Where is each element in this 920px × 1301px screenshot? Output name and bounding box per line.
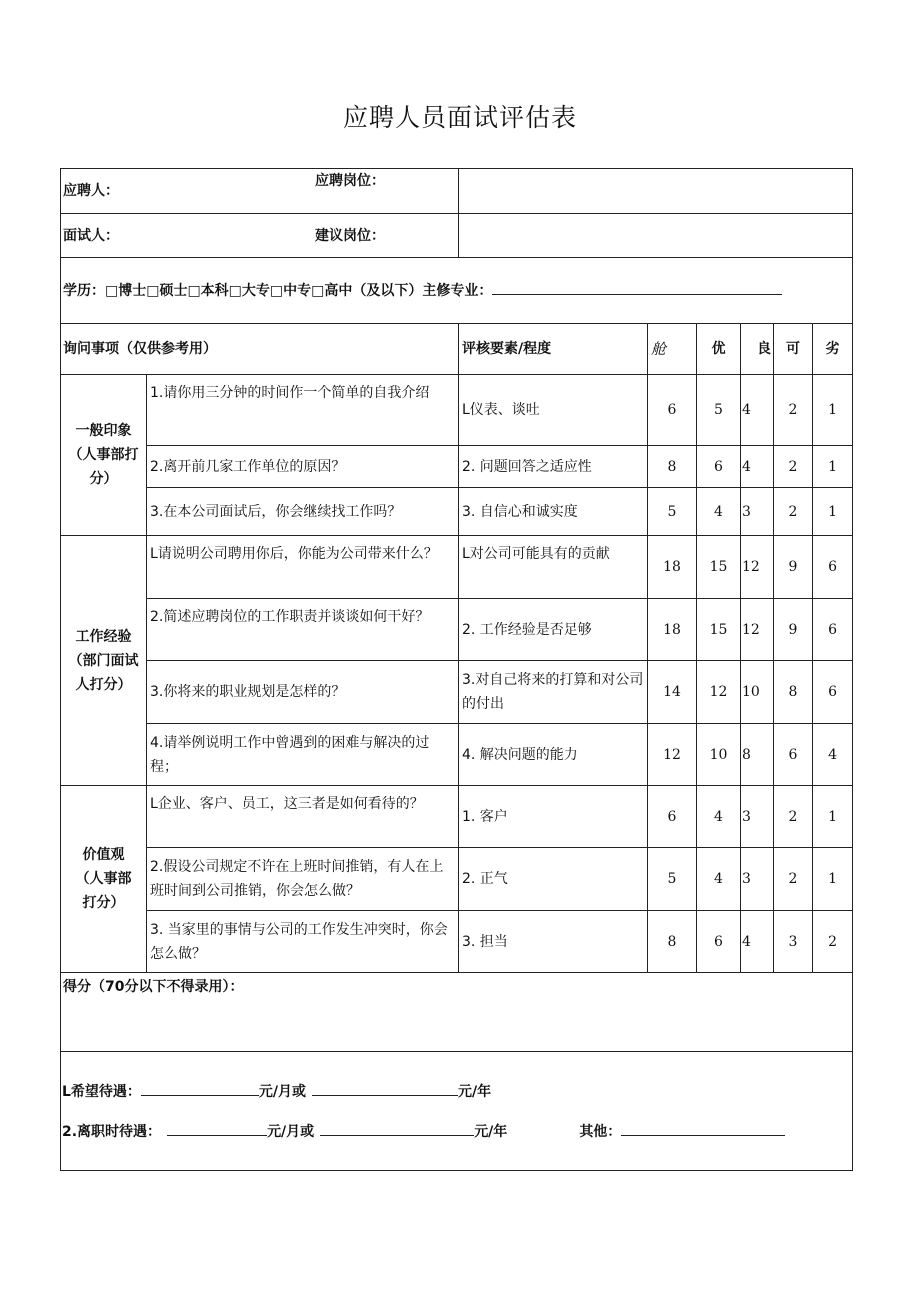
salary-section <box>61 1052 853 1171</box>
expected-monthly-blank[interactable] <box>141 1080 259 1096</box>
question-cell: 2.离开前几家工作单位的原因？ <box>147 446 459 488</box>
contact-field[interactable] <box>459 169 853 214</box>
score-good[interactable]: 3 <box>741 488 774 536</box>
score-excellent[interactable]: 6 <box>697 446 741 488</box>
score-good[interactable]: 12 <box>741 599 774 661</box>
question-cell: 3.你将来的职业规划是怎样的？ <box>147 661 459 724</box>
fair-header: 可 <box>774 324 813 375</box>
score-excellent-plus[interactable]: 18 <box>648 536 697 599</box>
question-cell: 3. 当家里的事情与公司的工作发生冲突时，你会怎么做？ <box>147 911 459 973</box>
score-good[interactable]: 4 <box>741 446 774 488</box>
score-poor[interactable]: 1 <box>813 488 853 536</box>
score-excellent[interactable]: 4 <box>697 786 741 848</box>
criterion-cell: 1. 客户 <box>459 786 648 848</box>
question-cell: 1.请你用三分钟的时间作一个简单的自我介绍 <box>147 375 459 446</box>
score-excellent-plus[interactable]: 14 <box>648 661 697 724</box>
interviewer-label: 面试人： <box>63 227 119 244</box>
education-row <box>61 258 853 324</box>
per-year-label-2: 元/年 <box>474 1124 508 1140</box>
score-fair[interactable]: 2 <box>774 375 813 446</box>
criterion-cell: L对公司可能具有的贡献 <box>459 536 648 599</box>
position-label: 应聘岗位： <box>315 173 385 189</box>
score-excellent-plus[interactable]: 12 <box>648 724 697 786</box>
score-excellent[interactable]: 12 <box>697 661 741 724</box>
evaluation-table <box>60 168 853 1171</box>
page-title: 应聘人员面试评估表 <box>342 103 577 132</box>
score-fair[interactable]: 2 <box>774 488 813 536</box>
criterion-cell: 3. 担当 <box>459 911 648 973</box>
score-excellent[interactable]: 6 <box>697 911 741 973</box>
score-excellent-plus[interactable]: 18 <box>648 599 697 661</box>
score-fair[interactable]: 2 <box>774 446 813 488</box>
score-poor[interactable]: 6 <box>813 599 853 661</box>
score-excellent[interactable]: 5 <box>697 375 741 446</box>
criterion-cell: 3.对自己将来的打算和对公司的付出 <box>459 661 648 724</box>
score-poor[interactable]: 1 <box>813 375 853 446</box>
criterion-cell: 2. 正气 <box>459 848 648 911</box>
leaving-monthly-blank[interactable] <box>167 1120 267 1136</box>
score-excellent[interactable]: 10 <box>697 724 741 786</box>
question-cell: L请说明公司聘用你后，你能为公司带来什么？ <box>147 536 459 599</box>
category-values: 价值观（人事部打分） <box>61 786 147 973</box>
score-excellent[interactable]: 15 <box>697 536 741 599</box>
excellent-plus-header: 舱 <box>648 324 697 375</box>
score-excellent[interactable]: 4 <box>697 848 741 911</box>
score-fair[interactable]: 6 <box>774 724 813 786</box>
score-poor[interactable]: 1 <box>813 786 853 848</box>
score-good[interactable]: 3 <box>741 848 774 911</box>
score-good[interactable]: 4 <box>741 375 774 446</box>
score-good[interactable]: 12 <box>741 536 774 599</box>
score-field[interactable] <box>61 973 853 1052</box>
question-cell: 2.假设公司规定不许在上班时间推销，有人在上班时间到公司推销，你会怎么做？ <box>147 848 459 911</box>
question-cell: 3.在本公司面试后，你会继续找工作吗？ <box>147 488 459 536</box>
score-excellent[interactable]: 15 <box>697 599 741 661</box>
good-header: 良 <box>741 324 774 375</box>
score-poor[interactable]: 4 <box>813 724 853 786</box>
category-work-experience: 工作经验（部门面试人打分） <box>61 536 147 786</box>
question-cell: 4.请举例说明工作中曾遇到的困难与解决的过程； <box>147 724 459 786</box>
applicant-field[interactable] <box>61 169 459 214</box>
score-poor[interactable]: 1 <box>813 848 853 911</box>
leaving-salary-label: 2.离职时待遇： <box>62 1124 162 1140</box>
score-poor[interactable]: 6 <box>813 536 853 599</box>
score-fair[interactable]: 2 <box>774 786 813 848</box>
major-blank[interactable] <box>492 279 782 295</box>
applicant-label: 应聘人： <box>63 183 119 199</box>
criteria-header: 评核要素/程度 <box>459 324 648 375</box>
score-fair[interactable]: 3 <box>774 911 813 973</box>
questions-header: 询问事项（仅供参考用） <box>61 324 459 375</box>
score-good[interactable]: 10 <box>741 661 774 724</box>
criterion-cell: 3. 自信心和诚实度 <box>459 488 648 536</box>
poor-header: 劣 <box>813 324 853 375</box>
score-good[interactable]: 3 <box>741 786 774 848</box>
question-cell: L企业、客户、员工，这三者是如何看待的？ <box>147 786 459 848</box>
suggested-position-label: 建议岗位： <box>315 228 385 244</box>
score-good[interactable]: 8 <box>741 724 774 786</box>
criterion-cell: L仪表、谈吐 <box>459 375 648 446</box>
criterion-cell: 4. 解决问题的能力 <box>459 724 648 786</box>
education-options[interactable]: □博士□硕士□本科□大专□中专□高中（及以下）主修专业： <box>105 282 493 299</box>
expected-salary-line <box>62 1080 842 1104</box>
interviewer-field[interactable] <box>61 214 459 258</box>
score-excellent-plus[interactable]: 6 <box>648 375 697 446</box>
score-excellent-plus[interactable]: 5 <box>648 488 697 536</box>
eval-date-field[interactable] <box>459 214 853 258</box>
per-month-or-label-2: 元/月或 <box>267 1124 315 1140</box>
score-excellent-plus[interactable]: 6 <box>648 786 697 848</box>
per-year-label: 元/年 <box>458 1084 492 1100</box>
per-month-or-label: 元/月或 <box>258 1084 307 1100</box>
expected-salary-label: L希望待遇： <box>62 1084 141 1100</box>
score-excellent-plus[interactable]: 8 <box>648 911 697 973</box>
expected-yearly-blank[interactable] <box>312 1080 458 1096</box>
score-poor[interactable]: 2 <box>813 911 853 973</box>
criterion-cell: 2. 问题回答之适应性 <box>459 446 648 488</box>
score-label: 得分（70分以下不得录用）： <box>63 979 244 995</box>
criterion-cell: 2. 工作经验是否足够 <box>459 599 648 661</box>
category-general-impression: 一般印象（人事部打分） <box>61 375 147 536</box>
other-blank[interactable] <box>621 1120 785 1136</box>
other-label: 其他： <box>579 1124 622 1140</box>
score-excellent[interactable]: 4 <box>697 488 741 536</box>
score-fair[interactable]: 9 <box>774 536 813 599</box>
question-cell: 2.简述应聘岗位的工作职责并谈谈如何干好？ <box>147 599 459 661</box>
excellent-header: 优 <box>697 324 741 375</box>
score-fair[interactable]: 8 <box>774 661 813 724</box>
score-poor[interactable]: 6 <box>813 661 853 724</box>
score-excellent-plus[interactable]: 5 <box>648 848 697 911</box>
leaving-salary-line <box>62 1120 842 1144</box>
score-poor[interactable]: 1 <box>813 446 853 488</box>
score-fair[interactable]: 9 <box>774 599 813 661</box>
score-excellent-plus[interactable]: 8 <box>648 446 697 488</box>
leaving-yearly-blank[interactable] <box>320 1120 474 1136</box>
education-label: 学历： <box>63 282 105 299</box>
score-fair[interactable]: 2 <box>774 848 813 911</box>
score-good[interactable]: 4 <box>741 911 774 973</box>
